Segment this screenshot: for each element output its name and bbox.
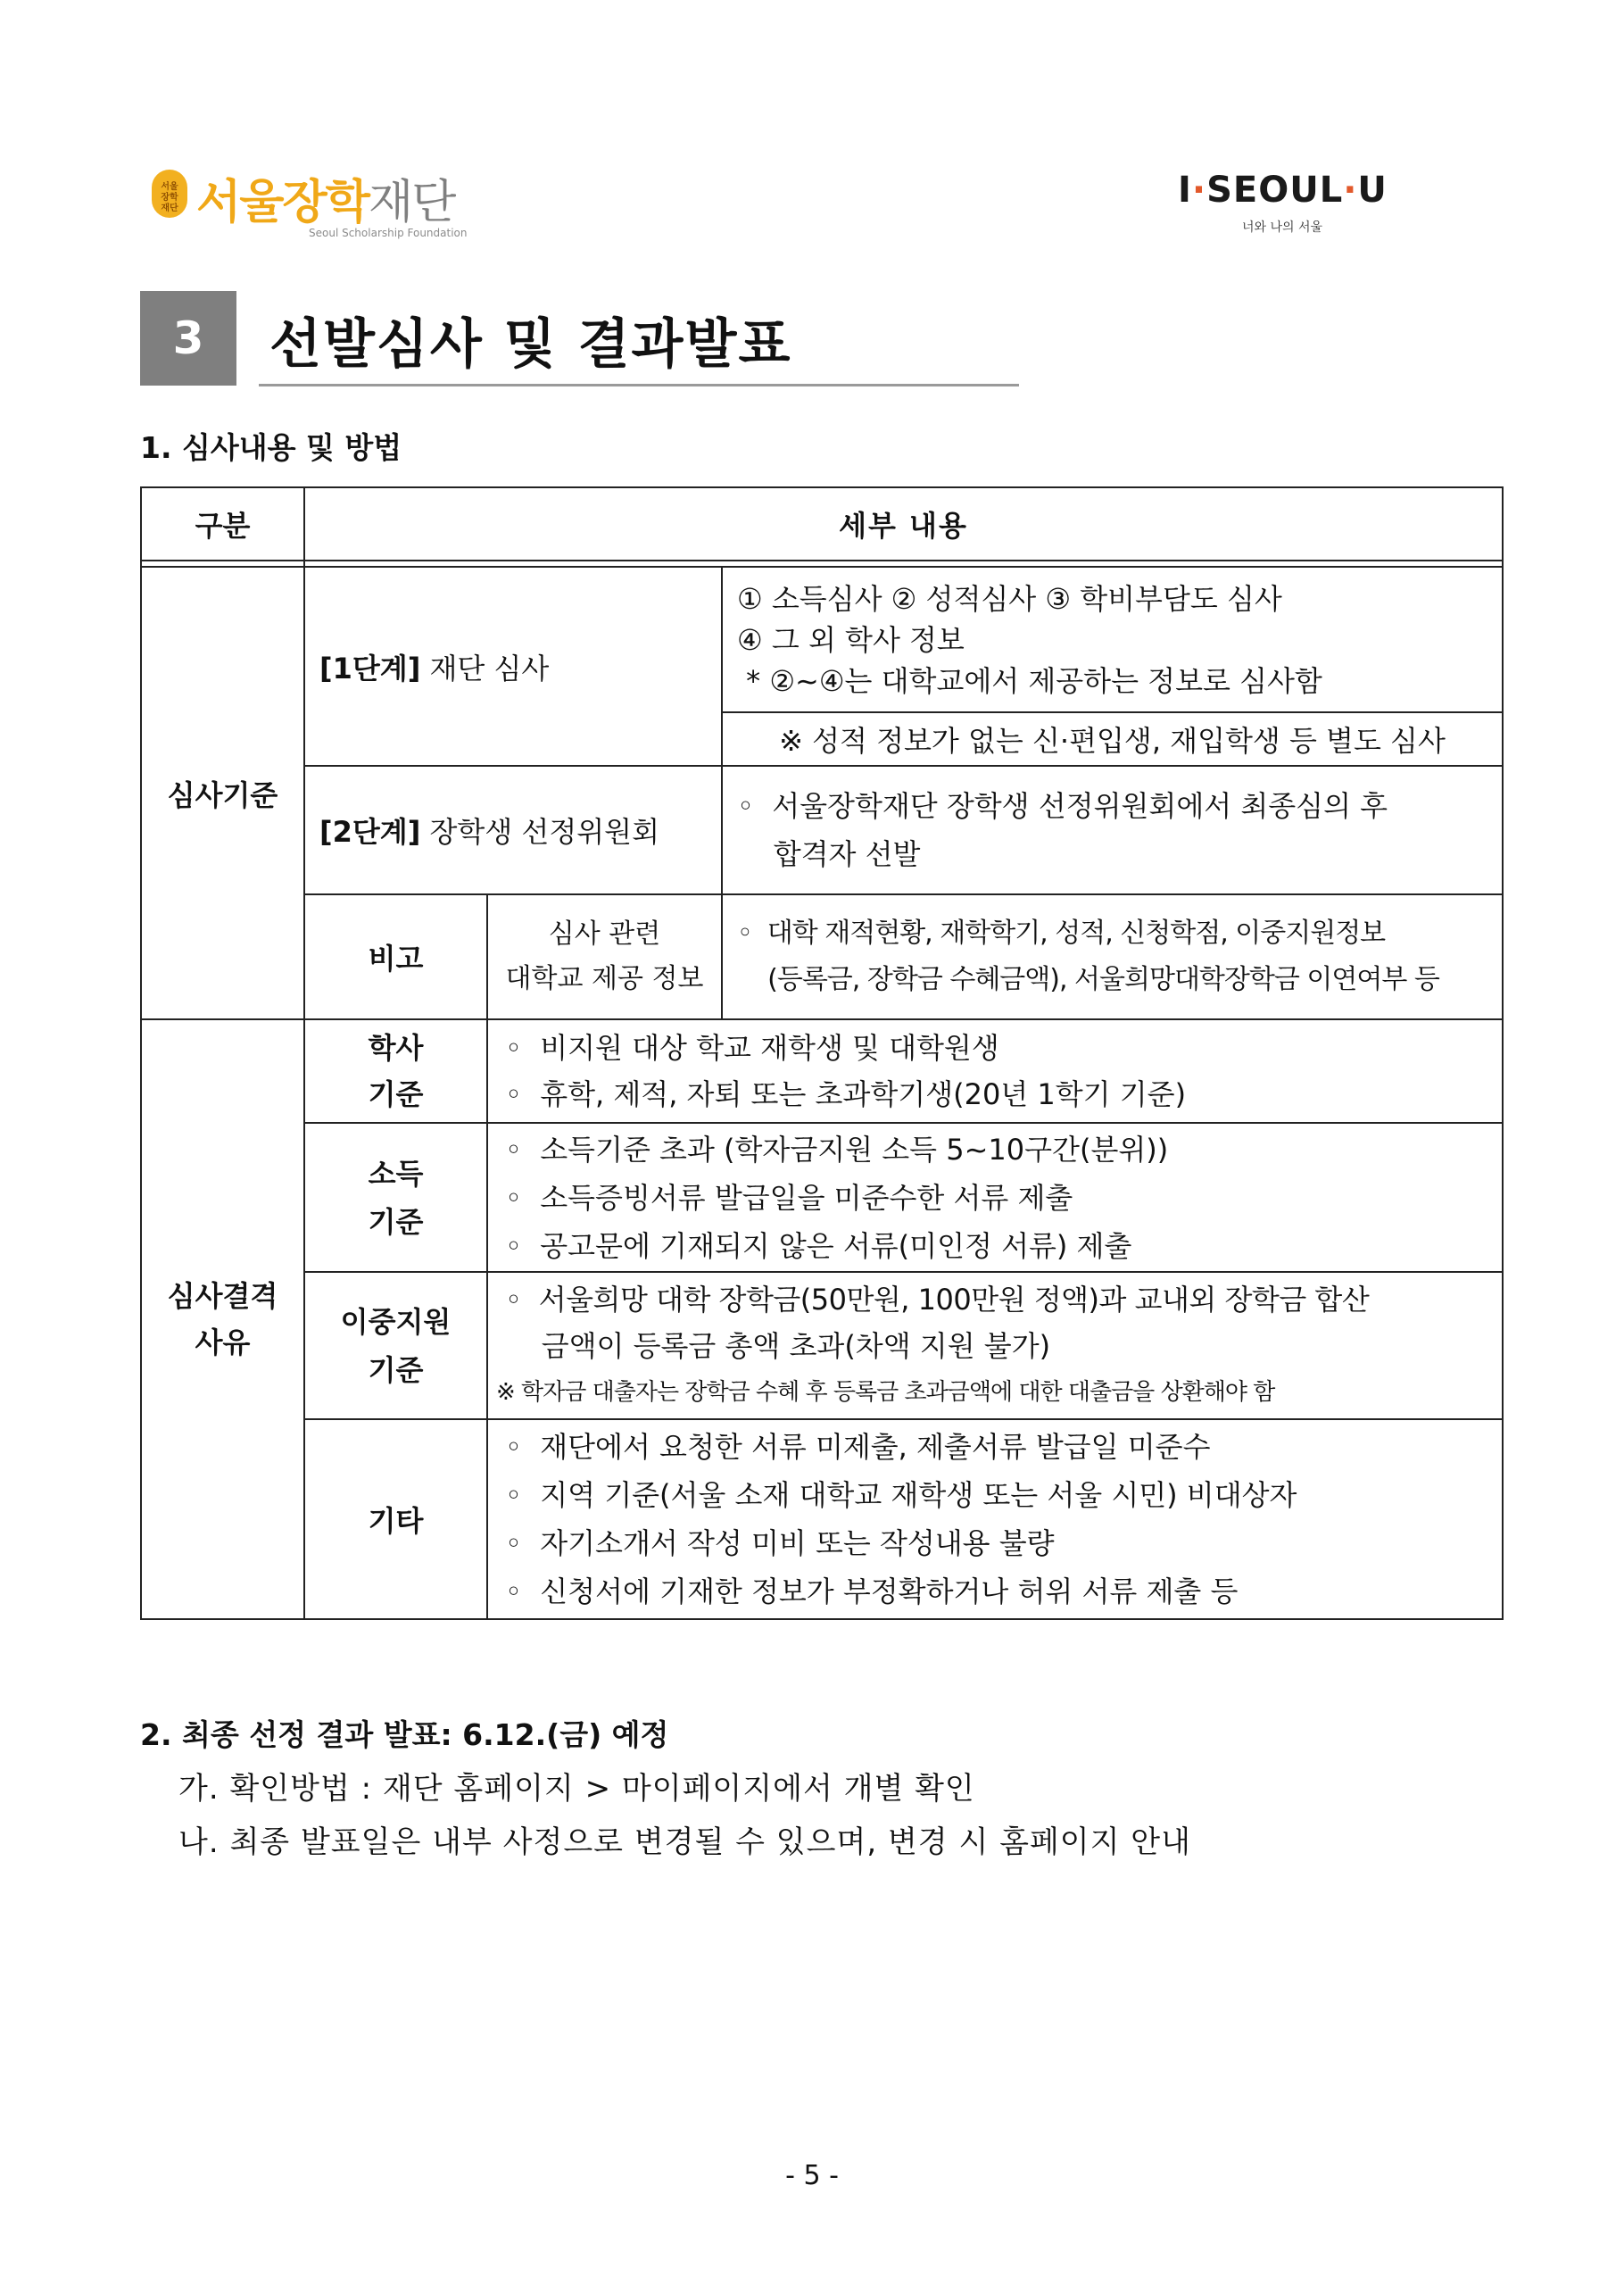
stage2-detail-line: 합격자 선발 — [737, 837, 921, 871]
academic-criteria-line: ◦ 휴학, 제적, 자퇴 또는 초과학기생(20년 1학기 기준) — [505, 1077, 1187, 1111]
part2-item-date-change: 나. 최종 발표일은 내부 사정으로 변경될 수 있으며, 변경 시 홈페이지 안내 — [178, 1824, 1191, 1860]
dual-support-line: 금액이 등록금 총액 초과(차액 지원 불가) — [505, 1328, 1051, 1363]
part2-item-check-method: 가. 확인방법 : 재단 홈페이지 > 마이페이지에서 개별 확인 — [178, 1771, 975, 1807]
remark-detail — [737, 895, 1502, 1018]
academic-criteria-label — [305, 1020, 486, 1122]
academic-criteria-detail — [505, 1020, 1502, 1122]
part2-heading: 2. 최종 선정 결과 발표: 6.12.(금) 예정 — [140, 1717, 669, 1752]
remark-detail-line: (등록금, 장학금 수혜금액), 서울희망대학장학금 이연여부 등 — [737, 964, 1439, 995]
city-brand-word: SEOUL — [1206, 170, 1344, 211]
foundation-name-main: 서울장학 — [196, 176, 369, 229]
table-border — [140, 1618, 1504, 1620]
table-col-divider — [721, 566, 723, 1020]
stage2-detail-line: ◦ 서울장학재단 장학생 선정위원회에서 최종심의 후 — [737, 789, 1388, 823]
city-tagline: 너와 나의 서울 — [1242, 220, 1323, 235]
stage1-note: ※ 성적 정보가 없는 신·편입생, 재입학생 등 별도 심사 — [779, 724, 1446, 758]
stage2-detail — [737, 767, 1502, 893]
stage1-detail-line: * ②~④는 대학교에서 제공하는 정보로 심사함 — [737, 663, 1322, 698]
table-header-divider — [140, 560, 1504, 561]
stage2-label-rest: 장학생 선정위원회 — [420, 815, 659, 849]
city-brand-i: I — [1178, 170, 1192, 211]
dual-support-detail — [496, 1273, 1502, 1418]
foundation-seal-icon — [152, 170, 187, 218]
disqualification-label-line: 심사결격 — [167, 1279, 278, 1313]
section-underline — [259, 384, 1019, 386]
table-border — [1502, 486, 1504, 1620]
foundation-name-tail: 재단 — [368, 176, 455, 229]
city-brand-dot-icon: · — [1191, 170, 1207, 211]
income-criteria-line: ◦ 소득증빙서류 발급일을 미준수한 서류 제출 — [505, 1180, 1073, 1215]
academic-criteria-label-line: 기준 — [368, 1077, 424, 1111]
income-criteria-label — [305, 1124, 486, 1271]
stage1-label-bold: [1단계] — [319, 651, 421, 686]
stage2-label — [319, 767, 721, 893]
city-brand-dot-icon: · — [1343, 170, 1358, 211]
foundation-subtitle: Seoul Scholarship Foundation — [309, 227, 468, 239]
page-number: - 5 - — [785, 2160, 839, 2191]
dual-support-label-line: 기준 — [368, 1352, 424, 1387]
section-number: 3 — [140, 291, 236, 386]
other-criteria-line: ◦ 신청서에 기재한 정보가 부정확하거나 허위 서류 제출 등 — [505, 1575, 1239, 1608]
stage1-detail — [737, 568, 1502, 711]
stage1-detail-line: ④ 그 외 학사 정보 — [737, 622, 965, 657]
income-criteria-line: ◦ 소득기준 초과 (학자금지원 소득 5~10구간(분위)) — [505, 1132, 1169, 1167]
disqualification-label-line: 사유 — [195, 1325, 251, 1359]
criteria-label: 심사기준 — [167, 777, 278, 812]
dual-support-label — [305, 1273, 486, 1418]
remark-sub-line: 심사 관련 — [548, 918, 661, 950]
foundation-seal-text: 서울 장학 재단 — [161, 182, 178, 213]
stage1-label — [319, 568, 721, 765]
other-criteria-line: ◦ 자기소개서 작성 미비 또는 작성내용 불량 — [505, 1526, 1055, 1560]
other-criteria-label: 기타 — [368, 1504, 424, 1538]
city-logo — [1178, 170, 1410, 241]
part1-heading: 1. 심사내용 및 방법 — [140, 430, 402, 465]
table-header-category: 구분 — [195, 509, 251, 543]
city-brand — [1178, 170, 1388, 211]
academic-criteria-label-line: 학사 — [368, 1031, 424, 1065]
other-criteria-line: ◦ 재단에서 요청한 서류 미제출, 제출서류 발급일 미준수 — [505, 1430, 1211, 1464]
disqualification-label — [142, 1020, 303, 1618]
stage1-label-rest: 재단 심사 — [420, 651, 550, 686]
dual-support-note: ※ 학자금 대출자는 장학금 수혜 후 등록금 초과금액에 대한 대출금을 상환해야 함 — [496, 1378, 1275, 1406]
academic-criteria-line: ◦ 비지원 대상 학교 재학생 및 대학원생 — [505, 1031, 999, 1065]
stage2-label-bold: [2단계] — [319, 815, 421, 849]
remark-label: 비고 — [368, 942, 424, 976]
remark-detail-line: ◦ 대학 재적현황, 재학학기, 성적, 신청학점, 이중지원정보 — [737, 918, 1386, 949]
income-criteria-label-line: 기준 — [368, 1204, 424, 1239]
income-criteria-label-line: 소득 — [368, 1156, 424, 1191]
stage1-detail-line: ① 소득심사 ② 성적심사 ③ 학비부담도 심사 — [737, 581, 1282, 616]
section-title: 선발심사 및 결과발표 — [269, 313, 792, 376]
remark-sub — [488, 895, 721, 1018]
dual-support-line: ◦ 서울희망 대학 장학금(50만원, 100만원 정액)과 교내외 장학금 합산 — [505, 1282, 1370, 1317]
table-header-detail: 세부 내용 — [839, 509, 968, 543]
other-criteria-line: ◦ 지역 기준(서울 소재 대학교 재학생 또는 서울 시민) 비대상자 — [505, 1478, 1297, 1512]
income-criteria-line: ◦ 공고문에 기재되지 않은 서류(미인정 서류) 제출 — [505, 1228, 1132, 1263]
foundation-name — [196, 164, 454, 231]
dual-support-label-line: 이중지원 — [340, 1304, 452, 1339]
city-brand-u: U — [1357, 170, 1388, 211]
remark-sub-line: 대학교 제공 정보 — [505, 963, 704, 994]
other-criteria-detail — [505, 1420, 1502, 1618]
income-criteria-detail — [505, 1124, 1502, 1271]
foundation-logo — [152, 161, 473, 250]
